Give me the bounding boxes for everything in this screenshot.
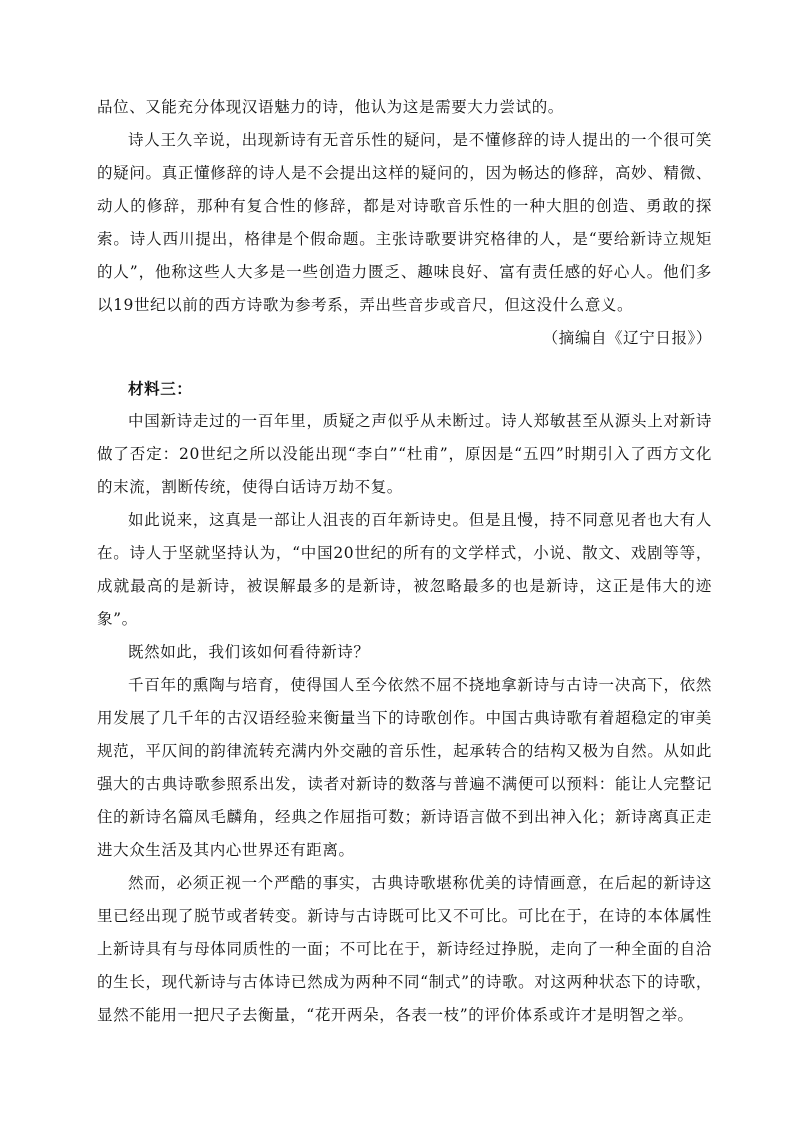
material-two-block: [97, 91, 712, 355]
paragraph-continued: 品位、又能充分体现汉语魅力的诗，他认为这是需要大力尝试的。: [97, 98, 564, 116]
paragraph: 如此说来，这真是一部让人沮丧的百年新诗史。但是且慢，持不同意见者也大有人在。诗人于坚就坚持认为，“中国20世纪的所有的文学样式，小说、散文、戏剧等等，成就最高的是新诗，被误解最多的是新诗，被忽略最多的也是新诗，这正是伟大的迹象”。: [97, 511, 712, 628]
paragraph: 中国新诗走过的一百年里，质疑之声似乎从未断过。诗人郑敏甚至从源头上对新诗做了否定：20世纪之所以没能出现“李白”“杜甫”，原因是“五四”时期引入了西方文化的末流，割断传统，使得白话诗万劫不复。: [97, 412, 712, 496]
paragraph-wang-jiuxin: 诗人王久辛说，出现新诗有无音乐性的疑问，是不懂修辞的诗人提出的一个很可笑的疑问。真正懂修辞的诗人是不会提出这样的疑问的，因为畅达的修辞，高妙、精微、动人的修辞，那种有复合性的修辞，都是对诗歌音乐性的一种大胆的创造、勇敢的探索。诗人西川提出，格律是个假命题。主张诗歌要讲究格律的人，是“要给新诗立规矩的人”，他称这些人大多是一些创造力匮乏、趣味良好、富有责任感的好心人。他们多以19世纪以前的西方诗歌为参考系，弄出些音步或音尺，但这没什么意义。: [97, 131, 712, 314]
paragraph: 然而，必须正视一个严酷的事实，古典诗歌堪称优美的诗情画意，在后起的新诗这里已经出现了脱节或者转变。新诗与古诗既可比又不可比。可比在于，在诗的本体属性上新诗具有与母体同质性的一面；不可比在于，新诗经过挣脱，走向了一种全面的自洽的生长，现代新诗与古体诗已然成为两种不同“制式”的诗歌。对这两种状态下的诗歌，显然不能用一把尺子去衡量，“花开两朵，各表一枝”的评价体系或许才是明智之举。: [97, 874, 712, 1024]
section-heading: 材料三：: [128, 379, 193, 398]
source-citation: （摘编自《辽宁日报》）: [542, 329, 712, 347]
paragraph: 既然如此，我们该如何看待新诗？: [128, 643, 370, 661]
material-three-block: [97, 372, 712, 1032]
paragraph: 千百年的熏陶与培育，使得国人至今依然不屈不挠地拿新诗与古诗一决高下，依然用发展了几千年的古汉语经验来衡量当下的诗歌创作。中国古典诗歌有着超稳定的审美规范，平仄间的韵律流转充满内外交融的音乐性，起承转合的结构又极为自然。从如此强大的古典诗歌参照系出发，读者对新诗的数落与普遍不满便可以预料：能让人完整记住的新诗名篇凤毛麟角，经典之作屈指可数；新诗语言做不到出神入化；新诗离真正走进大众生活及其内心世界还有距离。: [97, 676, 712, 859]
